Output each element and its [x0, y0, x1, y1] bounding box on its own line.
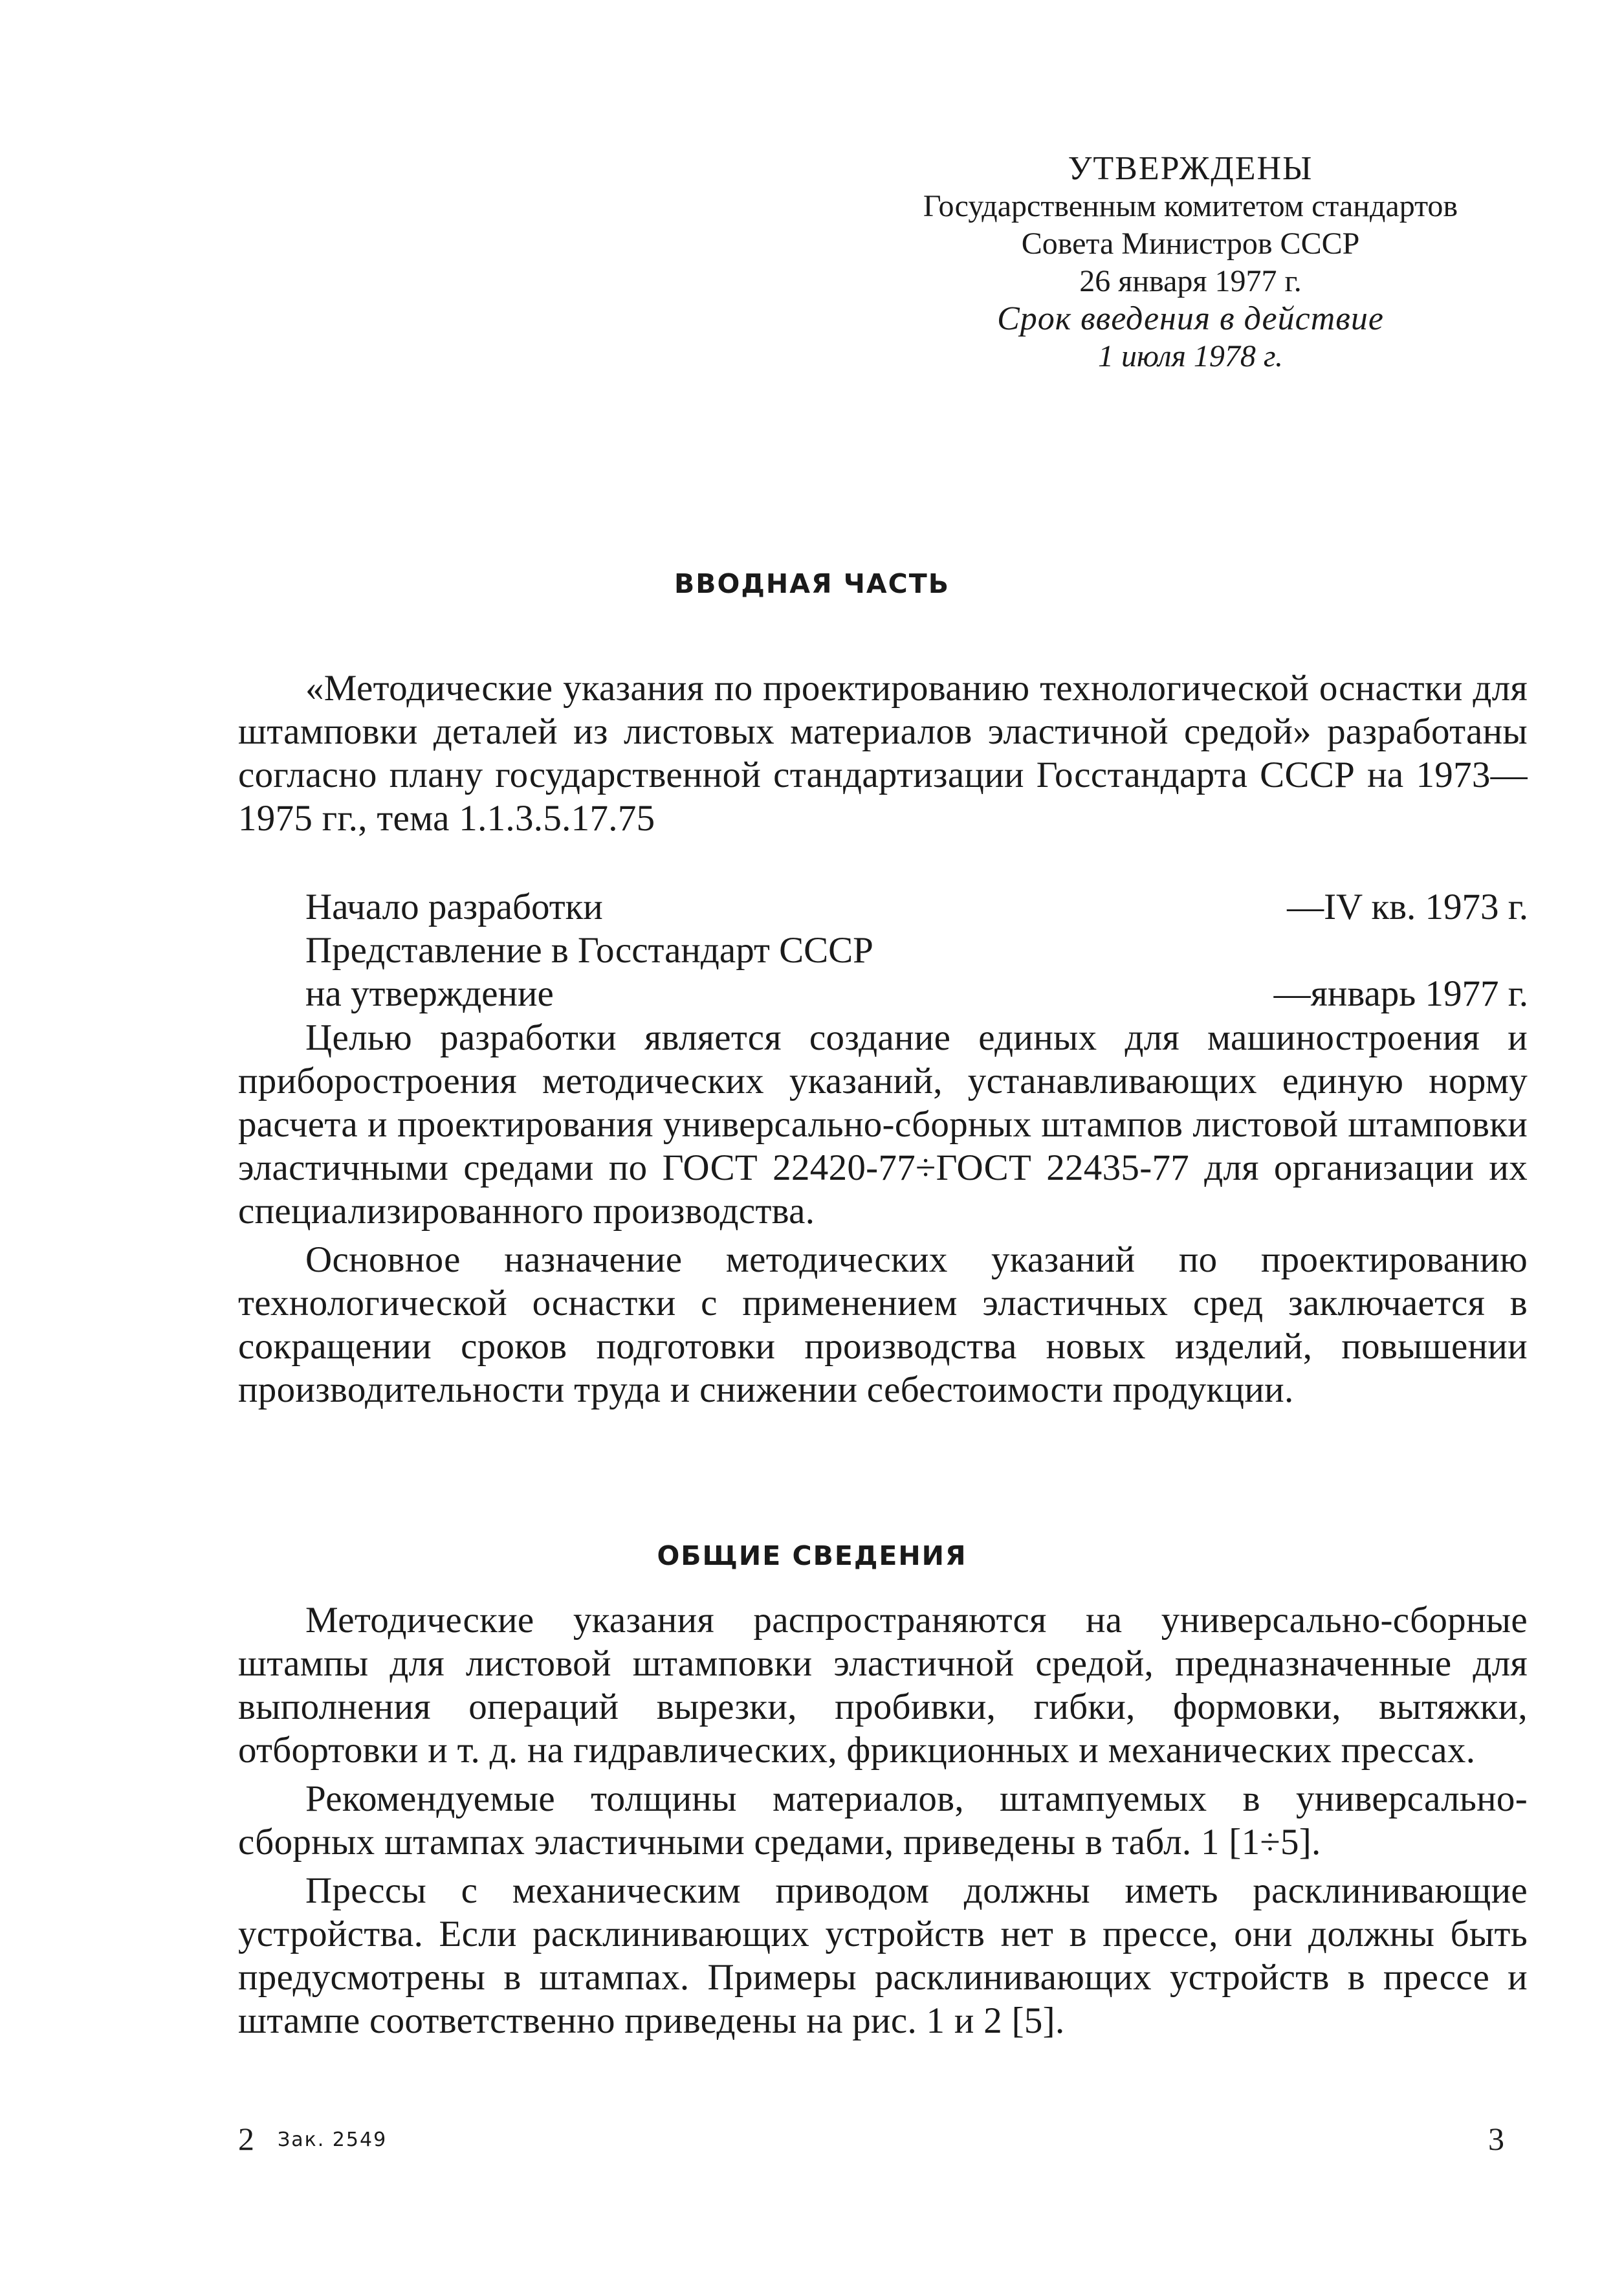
intro-paragraph-1: «Методические указания по проектированию технологической оснастки для штамповки деталей из листовых материалов эластичной средой» разработаны согласно плану государственной стандартизации Госстандарта СССР на 1973—1975 гг., тема 1.1.3.5.17.75: [238, 668, 1528, 839]
start-label: Начало разработки: [305, 887, 603, 927]
intro-section-title: ВВОДНАЯ ЧАСТЬ: [674, 568, 950, 599]
submission-label-2: на утверждение: [305, 973, 554, 1014]
development-dates: [305, 885, 1528, 1015]
general-body: [238, 1598, 1528, 2048]
approval-date: 26 января 1977 г.: [1079, 264, 1302, 298]
general-paragraph-3: Прессы с механическим приводом должны иметь расклинивающие устройства. Если расклинивающих устройств нет в прессе, они должны быть предусмотрены в штампах. Примеры расклинивающих устройств в прессе и штампе соответственно приведены на рис. 1 и 2 [5].: [238, 1870, 1528, 2041]
start-row: [305, 885, 1528, 929]
intro-body: [238, 667, 1528, 845]
order-number: Зак. 2549: [278, 2129, 388, 2151]
start-value: —IV кв. 1973 г.: [1287, 887, 1528, 927]
submission-label-1: Представление в Госстандарт СССР: [305, 930, 873, 971]
page-number: 3: [1488, 2121, 1504, 2157]
intro-body-continued: [238, 1016, 1528, 1417]
submission-value: —январь 1977 г.: [1273, 973, 1528, 1014]
approval-heading: УТВЕРЖДЕНЫ: [1068, 150, 1313, 187]
intro-paragraph-2: Целью разработки является создание единых для машиностроения и приборостроения методических указаний, устанавливающих единую норму расчета и проектирования универсально-сборных штампов листовой штамповки эластичными средами по ГОСТ 22420-77÷ГОСТ 22435-77 для организации их специализированного производства.: [238, 1017, 1528, 1232]
general-paragraph-1: Методические указания распространяются на универсально-сборные штампы для листовой штамповки эластичной средой, предназначенные для выполнения операций вырезки, пробивки, гибки, формовки, вытяжки, отбортовки и т. д. на гидравлических, фрикционных и механических прессах.: [238, 1600, 1528, 1771]
footer-left: [238, 2119, 387, 2160]
effective-date: 1 июля 1978 г.: [1098, 339, 1283, 373]
approval-council-line: Совета Министров СССР: [1021, 227, 1360, 261]
effective-label: Срок введения в действие: [997, 300, 1384, 337]
signature-number: 2: [238, 2121, 254, 2157]
general-paragraph-2: Рекомендуемые толщины материалов, штампуемых в универсально-сборных штампах эластичными средами, приведены в табл. 1 [1÷5].: [238, 1778, 1528, 1863]
approval-block: [841, 150, 1540, 375]
submission-row-1: [305, 929, 1528, 972]
submission-row-2: [305, 972, 1528, 1015]
general-section-title: ОБЩИЕ СВЕДЕНИЯ: [657, 1540, 967, 1571]
intro-paragraph-3: Основное назначение методических указаний по проектированию технологической оснастки с применением эластичных сред заключается в сокращении сроков подготовки производства новых изделий, повышении производительности труда и снижении себестоимости продукции.: [238, 1239, 1528, 1410]
approval-authority-line: Государственным комитетом стандартов: [923, 189, 1458, 223]
